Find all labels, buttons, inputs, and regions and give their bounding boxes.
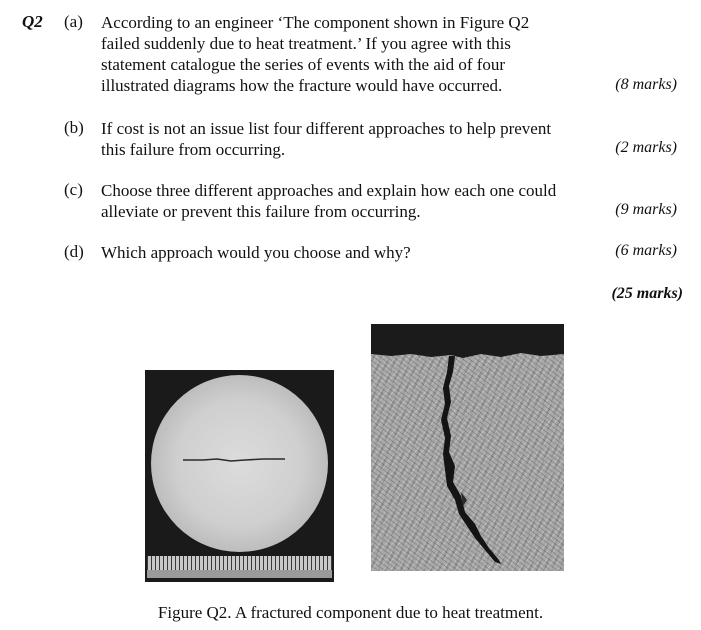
part-c-text	[101, 180, 582, 222]
part-a-marks: (8 marks)	[615, 76, 677, 93]
part-b-text	[101, 118, 582, 160]
part-a-line-3: statement catalogue the series of events with the aid of four	[101, 55, 506, 74]
intergranular-crack	[371, 324, 564, 571]
part-a-line-4: illustrated diagrams how the fracture would have occurred.	[101, 76, 503, 95]
part-a-text	[101, 12, 582, 96]
part-c-line-2: alleviate or prevent this failure from occurring.	[101, 202, 421, 221]
part-b-label: (b)	[64, 118, 84, 137]
question-number: Q2	[22, 12, 43, 31]
part-d-line-1: Which approach would you choose and why?	[101, 243, 411, 262]
part-d-text	[101, 242, 582, 263]
part-c-label: (c)	[64, 180, 83, 199]
total-marks: (25 marks)	[611, 285, 683, 302]
figure-caption: Figure Q2. A fractured component due to heat treatment.	[157, 603, 544, 622]
part-b-marks: (2 marks)	[615, 139, 677, 156]
surface-crack-line	[183, 454, 285, 466]
scale-ruler	[147, 556, 332, 578]
part-b-line-1: If cost is not an issue list four different approaches to help prevent	[101, 119, 552, 138]
part-a-line-1: According to an engineer ‘The component shown in Figure Q2	[101, 13, 530, 32]
part-a-line-2: failed suddenly due to heat treatment.’ If you agree with this	[101, 34, 511, 53]
fracture-surface-photo	[145, 370, 334, 582]
part-a-label: (a)	[64, 12, 83, 31]
crack-micrograph-photo	[371, 324, 564, 571]
part-c-line-1: Choose three different approaches and explain how each one could	[101, 181, 557, 200]
part-d-label: (d)	[64, 242, 84, 261]
part-d-marks: (6 marks)	[615, 242, 677, 259]
part-c-marks: (9 marks)	[615, 201, 677, 218]
part-b-line-2: this failure from occurring.	[101, 140, 286, 159]
